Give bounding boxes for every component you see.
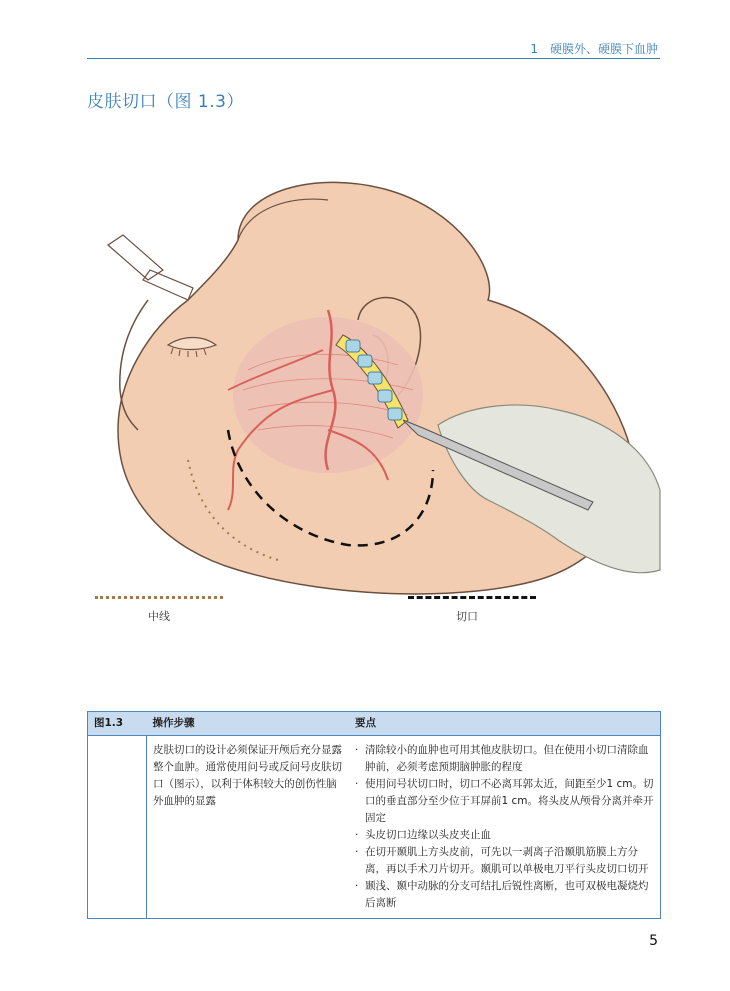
- steps-cell: 皮肤切口的设计必须保证开颅后充分显露整个血肿。通常使用问号或反问号皮肤切口（图示），以利于体积较大的创伤性脑外血肿的显露: [147, 736, 350, 919]
- procedure-table: [87, 711, 661, 919]
- running-header: 1 硬膜外、硬膜下血肿: [530, 42, 658, 56]
- list-item: · 头皮切口边缘以头皮夹止血: [355, 827, 654, 844]
- midline-legend-swatch: [95, 596, 223, 599]
- header-points: 要点: [349, 712, 661, 736]
- tape: [108, 235, 193, 300]
- list-item: · 颞浅、颞中动脉的分支可结扎后锐性离断，也可双极电凝烧灼后离断: [355, 878, 654, 912]
- fig-cell: [88, 736, 147, 919]
- list-item: · 清除较小的血肿也可用其他皮肤切口。但在使用小切口清除血肿前，必须考虑预期脑肿胀的程度: [355, 742, 654, 776]
- section-title: 皮肤切口（图 1.3）: [87, 92, 244, 112]
- list-item: · 使用问号状切口时，切口不必离耳郭太近，间距至少1 cm。切口的垂直部分至少位于耳屏前1 cm。将头皮从颅骨分离并牵开固定: [355, 776, 654, 827]
- header-fig: 图1.3: [88, 712, 147, 736]
- incision-legend-swatch: [408, 596, 536, 599]
- header-steps: 操作步骤: [147, 712, 350, 736]
- points-cell: [349, 736, 661, 919]
- incision-legend-label: 切口: [456, 610, 478, 623]
- points-list: [355, 742, 654, 912]
- surgical-illustration: [88, 150, 662, 606]
- list-item: · 在切开颞肌上方头皮前，可先以一剥离子沿颞肌筋膜上方分离，再以手术刀片切开。颞肌可以单极电刀平行头皮切口切开: [355, 844, 654, 878]
- table-row: [88, 736, 661, 919]
- page-number: 5: [649, 933, 658, 949]
- table-header-row: [88, 712, 661, 736]
- midline-legend-label: 中线: [148, 610, 170, 623]
- header-rule: [87, 58, 660, 59]
